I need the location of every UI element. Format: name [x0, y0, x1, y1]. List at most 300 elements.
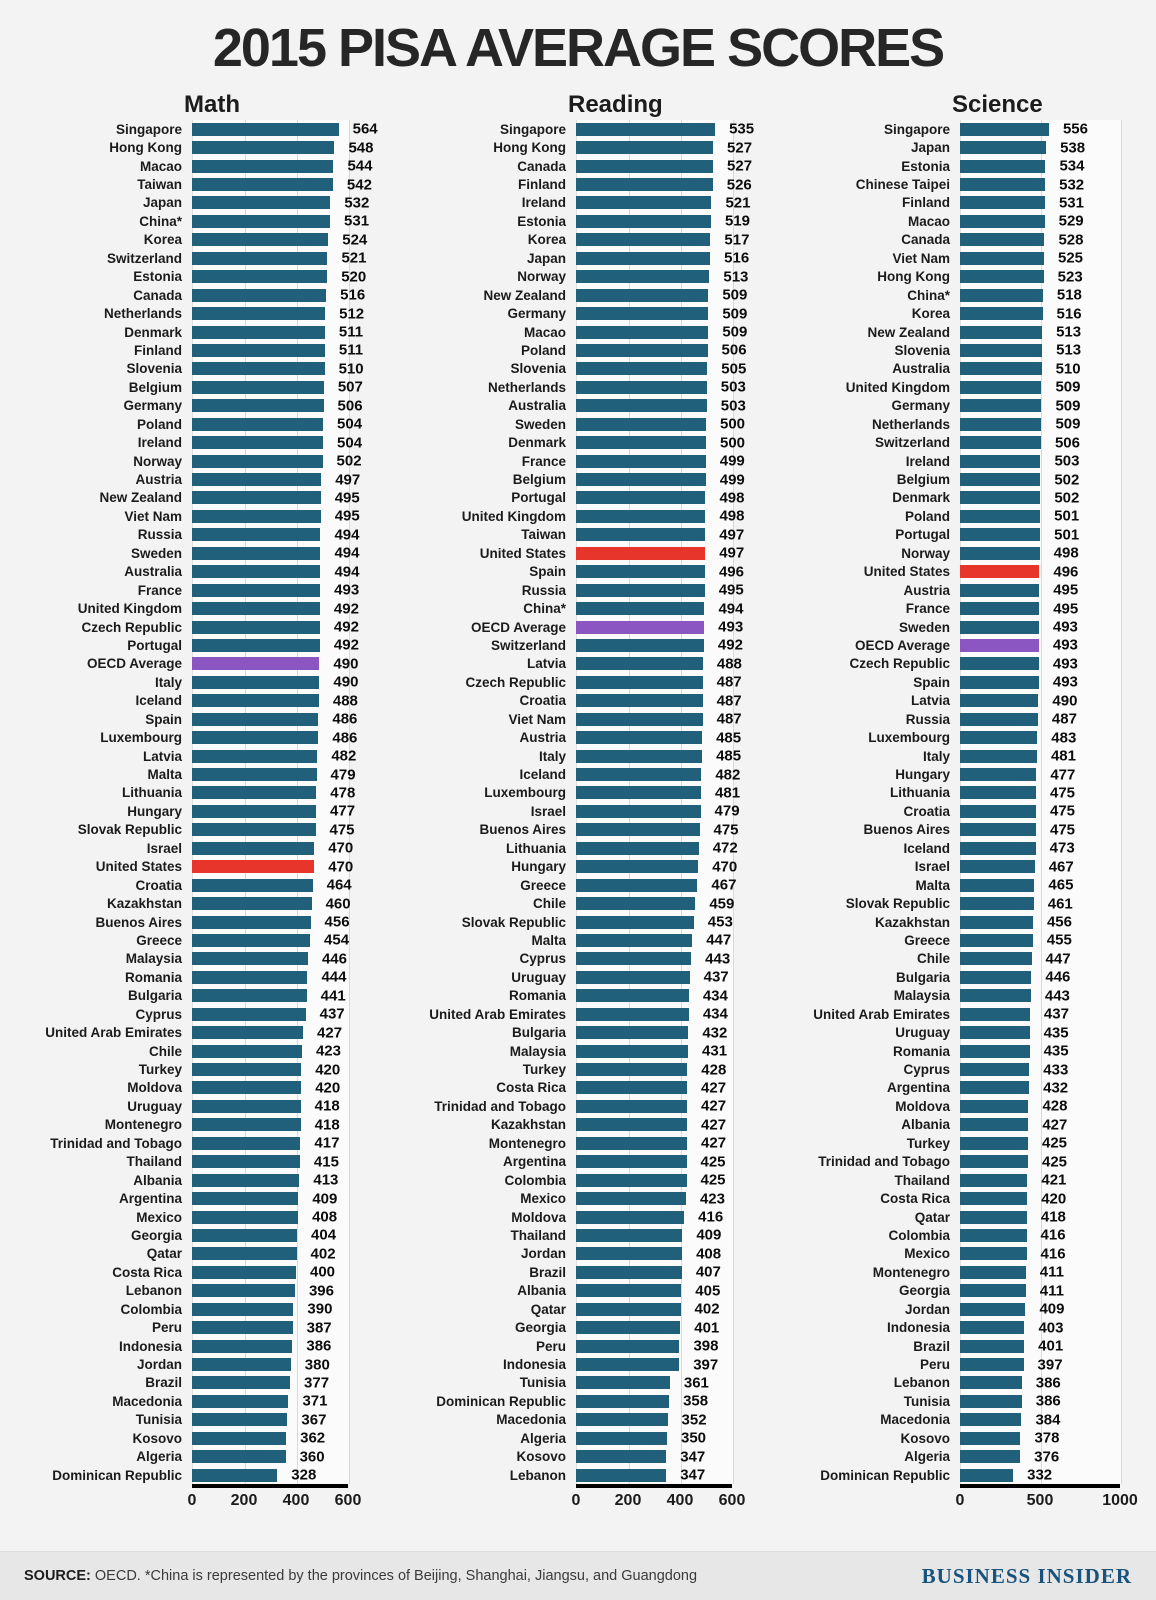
row-label: Brazil: [913, 1338, 950, 1354]
row-bar: [960, 399, 1041, 412]
row-label: Chile: [532, 896, 566, 912]
row-value: 472: [712, 839, 738, 857]
row-bar: [192, 786, 316, 799]
row-label: Slovenia: [894, 342, 950, 358]
chart-row: [392, 931, 764, 949]
row-label: Hong Kong: [493, 140, 566, 156]
row-label: Tunisia: [519, 1375, 566, 1391]
row-value: 427: [701, 1079, 727, 1097]
chart-row: [776, 1392, 1148, 1410]
row-label: Czech Republic: [849, 656, 950, 672]
row-bar: [192, 1266, 296, 1279]
row-value: 444: [321, 968, 347, 986]
panel-title: Math: [184, 91, 240, 118]
chart-row: [8, 1023, 380, 1041]
row-bar: [192, 289, 326, 302]
row-bar: [960, 676, 1039, 689]
chart-row: [776, 655, 1148, 673]
row-bar: [576, 989, 689, 1002]
row-label: Macedonia: [112, 1393, 182, 1409]
chart-row: [8, 433, 380, 451]
row-label: Lebanon: [125, 1283, 182, 1299]
chart-row: [8, 802, 380, 820]
row-bar: [960, 768, 1036, 781]
row-label: Hungary: [127, 803, 182, 819]
row-value: 535: [729, 120, 755, 138]
chart-row: [392, 1153, 764, 1171]
row-value: 501: [1054, 507, 1080, 525]
row-label: France: [905, 601, 950, 617]
row-label: Spain: [145, 711, 182, 727]
plot-area: [776, 120, 1148, 1484]
row-label: United Kingdom: [461, 508, 566, 524]
chart-row: [8, 1079, 380, 1097]
row-bar: [192, 399, 324, 412]
row-value: 446: [321, 950, 347, 968]
row-label: Georgia: [514, 1320, 566, 1336]
chart-row: [8, 268, 380, 286]
row-label: Russia: [521, 582, 566, 598]
row-label: Indonesia: [118, 1338, 182, 1354]
row-bar: [960, 381, 1041, 394]
row-bar: [576, 639, 704, 652]
row-label: Hungary: [895, 767, 950, 783]
row-value: 523: [1057, 268, 1083, 286]
row-value: 441: [320, 987, 346, 1005]
row-bar: [576, 1008, 689, 1021]
row-bar: [960, 1137, 1028, 1150]
chart-row: [776, 968, 1148, 986]
row-value: 526: [726, 176, 752, 194]
row-bar: [192, 1045, 302, 1058]
row-label: Canada: [901, 232, 950, 248]
row-value: 428: [1042, 1097, 1068, 1115]
row-value: 520: [341, 268, 367, 286]
row-value: 510: [1055, 360, 1081, 378]
row-label: Jordan: [904, 1301, 950, 1317]
chart-row: [392, 599, 764, 617]
row-bar: [960, 196, 1045, 209]
chart-row: [776, 858, 1148, 876]
row-bar: [576, 1081, 687, 1094]
row-value: 502: [336, 452, 362, 470]
row-bar: [576, 657, 703, 670]
row-label: Dominican Republic: [436, 1393, 566, 1409]
chart-row: [392, 1429, 764, 1447]
chart-row: [8, 323, 380, 341]
row-label: Israel: [146, 840, 182, 856]
row-label: Moldova: [127, 1080, 182, 1096]
row-label: Ireland: [521, 195, 566, 211]
row-bar: [192, 823, 316, 836]
chart-row: [776, 470, 1148, 488]
row-bar: [576, 1358, 679, 1371]
row-bar: [576, 565, 705, 578]
row-bar: [576, 1469, 666, 1482]
row-label: Viet Nam: [508, 711, 566, 727]
row-value: 516: [340, 286, 366, 304]
row-bar: [192, 1118, 301, 1131]
row-value: 475: [1050, 802, 1076, 820]
x-axis-line: [192, 1484, 348, 1488]
row-value: 403: [1038, 1319, 1064, 1337]
row-value: 434: [702, 1005, 728, 1023]
chart-row: [776, 692, 1148, 710]
row-label: Qatar: [530, 1301, 566, 1317]
row-value: 513: [1056, 341, 1082, 359]
row-label: Switzerland: [874, 435, 950, 451]
row-bar: [960, 786, 1036, 799]
row-label: Georgia: [130, 1227, 182, 1243]
row-bar: [192, 1303, 293, 1316]
chart-panel-math: [8, 90, 380, 1518]
row-label: Russia: [905, 711, 950, 727]
chart-row: [8, 1429, 380, 1447]
row-bar: [576, 455, 706, 468]
row-bar: [192, 1063, 301, 1076]
chart-row: [392, 304, 764, 322]
row-bar: [960, 473, 1040, 486]
chart-row: [776, 1318, 1148, 1336]
row-label: Peru: [919, 1357, 950, 1373]
row-bar: [192, 989, 307, 1002]
chart-row: [8, 710, 380, 728]
row-value: 527: [727, 139, 753, 157]
chart-row: [776, 341, 1148, 359]
x-tick: 500: [1026, 1492, 1054, 1510]
row-value: 511: [338, 323, 364, 341]
row-label: Iceland: [519, 767, 566, 783]
row-label: Chile: [148, 1043, 182, 1059]
row-bar: [960, 362, 1042, 375]
chart-row: [8, 1005, 380, 1023]
row-bar: [576, 1211, 684, 1224]
row-label: Finland: [902, 195, 950, 211]
charts: [0, 90, 1156, 1518]
x-tick: 400: [282, 1492, 310, 1510]
chart-row: [392, 1079, 764, 1097]
row-bar: [192, 731, 318, 744]
row-label: Lebanon: [893, 1375, 950, 1391]
row-bar: [192, 1155, 300, 1168]
row-label: Slovenia: [510, 361, 566, 377]
row-label: Costa Rica: [496, 1080, 566, 1096]
chart-row: [392, 433, 764, 451]
row-bar: [576, 786, 701, 799]
row-value: 534: [1059, 157, 1085, 175]
row-label: Moldova: [895, 1098, 950, 1114]
row-label: Latvia: [526, 656, 566, 672]
chart-row: [8, 968, 380, 986]
row-label: Mexico: [136, 1209, 182, 1225]
row-value: 529: [1058, 212, 1084, 230]
row-value: 332: [1027, 1466, 1053, 1484]
row-value: 494: [718, 600, 744, 618]
row-value: 467: [1048, 858, 1074, 876]
row-bar: [576, 952, 691, 965]
row-value: 538: [1060, 139, 1086, 157]
row-value: 425: [1042, 1153, 1068, 1171]
row-label: Latvia: [142, 748, 182, 764]
x-axis-line: [576, 1484, 732, 1488]
chart-row: [776, 581, 1148, 599]
row-value: 493: [334, 581, 360, 599]
x-axis-ticks: [187, 1492, 362, 1518]
row-bar: [576, 694, 703, 707]
row-label: China*: [139, 213, 182, 229]
chart-row: [392, 452, 764, 470]
row-label: Luxembourg: [868, 730, 950, 746]
row-label: Hong Kong: [109, 140, 182, 156]
chart-row: [8, 470, 380, 488]
row-value: 418: [1040, 1208, 1066, 1226]
row-label: New Zealand: [867, 324, 950, 340]
brand-logo: BUSINESS INSIDER: [921, 1563, 1132, 1588]
chart-row: [776, 673, 1148, 691]
row-value: 475: [329, 821, 355, 839]
chart-row: [776, 1245, 1148, 1263]
row-bar: [192, 842, 314, 855]
row-label: Denmark: [124, 324, 182, 340]
chart-row: [776, 138, 1148, 156]
row-label: Belgium: [896, 472, 950, 488]
row-bar: [960, 141, 1046, 154]
row-value: 499: [719, 471, 745, 489]
chart-row: [392, 231, 764, 249]
row-bar: [576, 1432, 667, 1445]
row-label: Japan: [910, 140, 950, 156]
chart-row: [776, 397, 1148, 415]
row-label: Montenegro: [872, 1264, 950, 1280]
row-bar: [192, 1432, 286, 1445]
row-label: United States: [863, 564, 950, 580]
row-value: 502: [1054, 489, 1080, 507]
row-bar: [960, 584, 1039, 597]
row-value: 435: [1043, 1024, 1069, 1042]
row-value: 498: [1053, 544, 1079, 562]
row-label: Indonesia: [886, 1320, 950, 1336]
row-label: Algeria: [904, 1449, 950, 1465]
row-label: Costa Rica: [880, 1191, 950, 1207]
row-bar: [576, 252, 710, 265]
chart-row: [392, 212, 764, 230]
row-label: Argentina: [502, 1154, 566, 1170]
row-bar: [576, 1340, 679, 1353]
row-bar: [960, 547, 1040, 560]
chart-row: [776, 1337, 1148, 1355]
row-label: Buenos Aires: [479, 822, 566, 838]
chart-row: [392, 1337, 764, 1355]
chart-row: [392, 1116, 764, 1134]
row-bar: [960, 1229, 1027, 1242]
row-bar: [576, 418, 706, 431]
row-label: United Kingdom: [77, 601, 182, 617]
chart-row: [392, 341, 764, 359]
row-label: Hungary: [511, 859, 566, 875]
row-bar: [576, 362, 707, 375]
chart-row: [776, 876, 1148, 894]
row-value: 427: [701, 1097, 727, 1115]
row-bar: [960, 713, 1038, 726]
row-value: 435: [1043, 1042, 1069, 1060]
row-label: Slovak Republic: [461, 914, 566, 930]
row-value: 425: [700, 1153, 726, 1171]
chart-row: [392, 1208, 764, 1226]
row-label: Malaysia: [893, 988, 950, 1004]
chart-row: [776, 415, 1148, 433]
row-value: 478: [330, 784, 356, 802]
row-value: 510: [338, 360, 364, 378]
row-label: Netherlands: [103, 306, 182, 322]
row-label: Canada: [517, 158, 566, 174]
chart-row: [8, 784, 380, 802]
row-label: Ireland: [137, 435, 182, 451]
row-label: Czech Republic: [81, 619, 182, 635]
row-label: Germany: [123, 398, 182, 414]
row-value: 431: [702, 1042, 728, 1060]
row-label: Slovenia: [126, 361, 182, 377]
row-bar: [576, 1155, 687, 1168]
row-bar: [576, 621, 704, 634]
chart-row: [8, 378, 380, 396]
chart-row: [392, 1282, 764, 1300]
chart-row: [8, 1411, 380, 1429]
chart-row: [392, 526, 764, 544]
row-value: 525: [1058, 249, 1084, 267]
chart-row: [392, 1392, 764, 1410]
chart-row: [392, 581, 764, 599]
row-value: 328: [291, 1466, 317, 1484]
row-label: Algeria: [136, 1449, 182, 1465]
row-label: Singapore: [115, 121, 182, 137]
row-label: Costa Rica: [112, 1264, 182, 1280]
row-label: Malaysia: [125, 951, 182, 967]
row-bar: [960, 1026, 1030, 1039]
row-label: Chile: [916, 951, 950, 967]
row-value: 483: [1051, 729, 1077, 747]
row-label: OECD Average: [470, 619, 566, 635]
chart-row: [392, 968, 764, 986]
row-value: 459: [709, 895, 735, 913]
chart-row: [8, 950, 380, 968]
row-value: 495: [1053, 581, 1079, 599]
row-value: 380: [304, 1356, 330, 1374]
row-bar: [192, 1450, 286, 1463]
chart-row: [776, 1282, 1148, 1300]
row-bar: [192, 1395, 288, 1408]
row-bar: [576, 547, 705, 560]
chart-row: [392, 1374, 764, 1392]
row-value: 492: [333, 636, 359, 654]
chart-row: [392, 1134, 764, 1152]
chart-row: [8, 747, 380, 765]
chart-row: [392, 489, 764, 507]
row-bar: [576, 233, 710, 246]
row-label: Albania: [133, 1172, 182, 1188]
row-value: 492: [333, 618, 359, 636]
row-bar: [576, 1063, 687, 1076]
row-value: 521: [341, 249, 367, 267]
row-bar: [192, 1469, 277, 1482]
row-value: 502: [1054, 471, 1080, 489]
row-value: 360: [299, 1448, 325, 1466]
chart-row: [776, 1189, 1148, 1207]
row-value: 503: [1054, 452, 1080, 470]
row-label: Romania: [124, 969, 182, 985]
chart-row: [8, 858, 380, 876]
row-value: 416: [1040, 1245, 1066, 1263]
row-label: Iceland: [135, 693, 182, 709]
chart-row: [776, 212, 1148, 230]
row-bar: [576, 1266, 682, 1279]
row-value: 501: [1054, 526, 1080, 544]
row-label: Malta: [147, 767, 182, 783]
row-value: 409: [696, 1226, 722, 1244]
row-bar: [192, 1081, 301, 1094]
row-value: 477: [330, 802, 356, 820]
source-note: OECD. *China is represented by the provinces of Beijing, Shanghai, Jiangsu, and Guangdong: [90, 1568, 698, 1584]
row-value: 509: [722, 305, 748, 323]
row-value: 465: [1048, 876, 1074, 894]
row-bar: [192, 1340, 292, 1353]
chart-row: [8, 1171, 380, 1189]
row-label: Uruguay: [511, 969, 566, 985]
row-value: 531: [344, 212, 370, 230]
row-label: Hong Kong: [877, 269, 950, 285]
row-label: Italy: [538, 748, 566, 764]
row-label: Bulgaria: [511, 1025, 566, 1041]
row-value: 475: [713, 821, 739, 839]
x-tick: 400: [666, 1492, 694, 1510]
row-value: 384: [1035, 1411, 1061, 1429]
row-bar: [192, 971, 307, 984]
row-label: Greece: [136, 932, 182, 948]
row-value: 495: [334, 507, 360, 525]
row-bar: [192, 1008, 306, 1021]
row-value: 527: [727, 157, 753, 175]
row-bar: [960, 565, 1039, 578]
row-value: 556: [1062, 120, 1088, 138]
chart-row: [8, 194, 380, 212]
row-label: Macao: [907, 213, 950, 229]
row-bar: [960, 1100, 1028, 1113]
row-value: 470: [712, 858, 738, 876]
chart-row: [392, 673, 764, 691]
chart-row: [392, 1189, 764, 1207]
row-bar: [576, 528, 705, 541]
row-bar: [192, 1376, 290, 1389]
row-bar: [960, 1395, 1022, 1408]
chart-row: [8, 286, 380, 304]
plot-area: [392, 120, 764, 1484]
row-bar: [576, 823, 700, 836]
row-label: Latvia: [910, 693, 950, 709]
row-bar: [960, 1192, 1027, 1205]
row-value: 467: [711, 876, 737, 894]
row-value: 398: [693, 1337, 719, 1355]
row-bar: [960, 657, 1039, 670]
row-bar: [192, 160, 333, 173]
row-value: 479: [714, 802, 740, 820]
row-bar: [192, 123, 339, 136]
row-label: Poland: [136, 416, 182, 432]
chart-row: [392, 360, 764, 378]
chart-row: [392, 802, 764, 820]
row-value: 400: [310, 1263, 336, 1281]
row-bar: [576, 1100, 687, 1113]
row-bar: [192, 602, 320, 615]
panel-title: Science: [952, 91, 1043, 118]
